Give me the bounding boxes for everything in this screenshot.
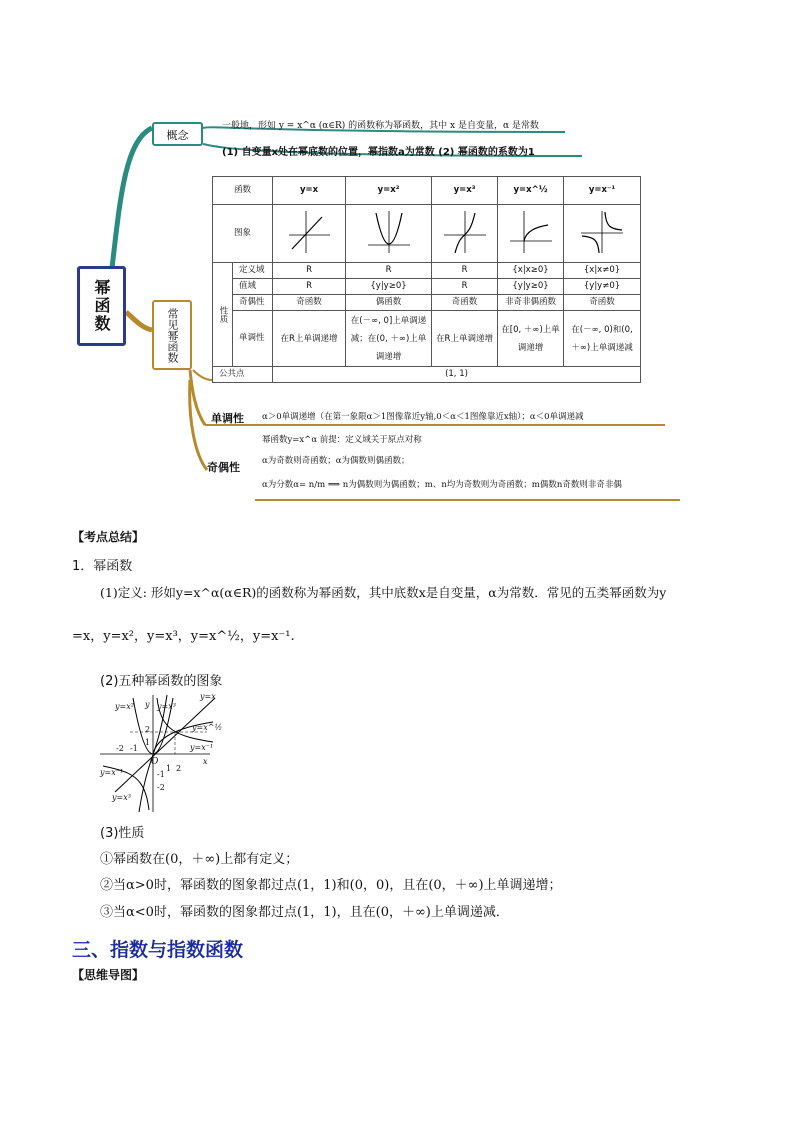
lbl-origin: O <box>151 757 159 767</box>
table-row <box>213 263 641 279</box>
func-0: y=x <box>273 177 346 205</box>
cell: 奇函数 <box>564 295 641 311</box>
tick-y1: 1 <box>145 738 151 747</box>
concept-line2: (1) 自变量x处在幂底数的位置，幂指数a为常数 (2) 幂函数的系数为1 <box>222 147 535 158</box>
table-row <box>213 311 641 367</box>
cell: 在R上单调递增 <box>273 311 346 367</box>
cell: 偶函数 <box>346 295 432 311</box>
func-3: y=x^½ <box>498 177 564 205</box>
property-label: 性质 <box>213 263 233 367</box>
lbl-yx2-left: y=x² <box>115 702 134 711</box>
parity-node: 奇偶性 <box>207 461 240 474</box>
tick-y2: 2 <box>145 725 151 734</box>
graph-cell-yx <box>273 205 346 263</box>
section3-heading: 三、指数与指数函数 <box>72 939 244 961</box>
header-label: 函数 <box>213 177 273 205</box>
parity-line3: α为分数α= n/m ⟹ n为偶数则为偶函数；m、n均为奇数则为奇函数；m偶数n奇数则非奇非偶 <box>262 480 622 490</box>
table-row <box>213 367 641 383</box>
power-function-table <box>212 176 641 383</box>
graph-yx2 <box>364 207 414 255</box>
cell: {y|y≥0} <box>498 279 564 295</box>
root-label: 幂函数 <box>92 279 111 333</box>
cell: 在(－∞, 0)和(0, ＋∞)上单调递减 <box>564 311 641 367</box>
graph-cell-yinv <box>564 205 641 263</box>
cell: {y|y≠0} <box>564 279 641 295</box>
props-title: (3)性质 <box>100 826 145 841</box>
cell: 奇函数 <box>432 295 498 311</box>
cell: 奇函数 <box>273 295 346 311</box>
func-4: y=x⁻¹ <box>564 177 641 205</box>
cell: R <box>432 263 498 279</box>
graph-title: (2)五种幂函数的图象 <box>100 674 223 689</box>
cell: 在R上单调递增 <box>432 311 498 367</box>
lbl-xaxis: x <box>203 757 208 766</box>
cell: R <box>432 279 498 295</box>
prop1: ①幂函数在(0，＋∞)上都有定义； <box>100 852 299 867</box>
root-node <box>77 266 126 346</box>
mono-text: α＞0单调递增（在第一象限α＞1图像靠近y轴,0＜α＜1图像靠近x轴）；α＜0单调递减 <box>262 412 584 422</box>
lbl-yaxis: y <box>145 700 150 709</box>
parity-line1: 幂函数y=x^α 前提：定义域关于原点对称 <box>262 435 422 445</box>
common-label: 常见幂函数 <box>166 308 179 363</box>
row-label: 奇偶性 <box>233 295 273 311</box>
graph-yx <box>284 207 334 255</box>
graph-yhalf <box>506 207 556 255</box>
tick-x2: 2 <box>176 764 182 773</box>
cell: {x|x≠0} <box>564 263 641 279</box>
prop2: ②当α>0时，幂函数的图象都过点(1，1)和(0，0)，且在(0，＋∞)上单调递增； <box>100 878 562 893</box>
image-label: 图象 <box>213 205 273 263</box>
func-1: y=x² <box>346 177 432 205</box>
cell: R <box>273 279 346 295</box>
cell: 非奇非偶函数 <box>498 295 564 311</box>
def-line2: =x，y=x²，y=x³，y=x^½，y=x⁻¹. <box>72 629 295 644</box>
lbl-yx3-top: y=x³ <box>157 702 176 711</box>
tick-xneg2: -2 <box>116 744 124 753</box>
tick-yneg2: -2 <box>157 783 165 792</box>
tick-yneg1: -1 <box>157 770 165 779</box>
common-node <box>152 300 192 370</box>
cell: R <box>273 263 346 279</box>
lbl-yinv-left: y=x⁻¹ <box>100 768 124 777</box>
prop3: ③当α<0时，幂函数的图象都过点(1，1)，且在(0，＋∞)上单调递减． <box>100 905 509 920</box>
tick-x1: 1 <box>166 764 172 773</box>
table-header-row <box>213 177 641 205</box>
row-label: 值域 <box>233 279 273 295</box>
table-row <box>213 279 641 295</box>
def-line1: (1)定义: 形如y=x^α(α∈R)的函数称为幂函数，其中底数x是自变量，α为常数．常见的五类幂函数为y <box>100 585 667 600</box>
tick-xneg1: -1 <box>130 744 138 753</box>
cell: {y|y≥0} <box>346 279 432 295</box>
lbl-yx3-bottom: y=x³ <box>112 793 131 802</box>
graph-yinv <box>577 207 627 255</box>
lbl-yhalf: y=x^½ <box>192 723 223 732</box>
lbl-yx: y=x <box>200 692 216 701</box>
graph-cell-yhalf <box>498 205 564 263</box>
concept-node <box>152 122 203 146</box>
graph-cell-yx3 <box>432 205 498 263</box>
summary-title: 【考点总结】 <box>72 530 145 544</box>
graph-yx3 <box>440 207 490 255</box>
row-label: 定义域 <box>233 263 273 279</box>
common-point: (1, 1) <box>273 367 641 383</box>
concept-label: 概念 <box>166 129 189 142</box>
cell: {x|x≥0} <box>498 263 564 279</box>
cell: R <box>346 263 432 279</box>
table-row <box>213 295 641 311</box>
section3-sub: 【思维导图】 <box>72 968 145 982</box>
common-point-label: 公共点 <box>213 367 273 383</box>
graph-cell-yx2 <box>346 205 432 263</box>
concept-line1: 一般地，形如 y = x^α (α∈R) 的函数称为幂函数，其中 x 是自变量，α 是常数 <box>222 121 539 131</box>
cell: 在[0, ＋∞)上单调递增 <box>498 311 564 367</box>
item1-title: 1．幂函数 <box>72 559 133 574</box>
func-2: y=x³ <box>432 177 498 205</box>
table-image-row <box>213 205 641 263</box>
parity-line2: α为奇数则奇函数；α为偶数则偶函数； <box>262 456 410 466</box>
lbl-yinv-right: y=x⁻¹ <box>190 743 214 752</box>
cell: 在(－∞, 0]上单调递减；在(0, ＋∞)上单调递增 <box>346 311 432 367</box>
mono-node: 单调性 <box>211 412 244 425</box>
row-label: 单调性 <box>233 311 273 367</box>
